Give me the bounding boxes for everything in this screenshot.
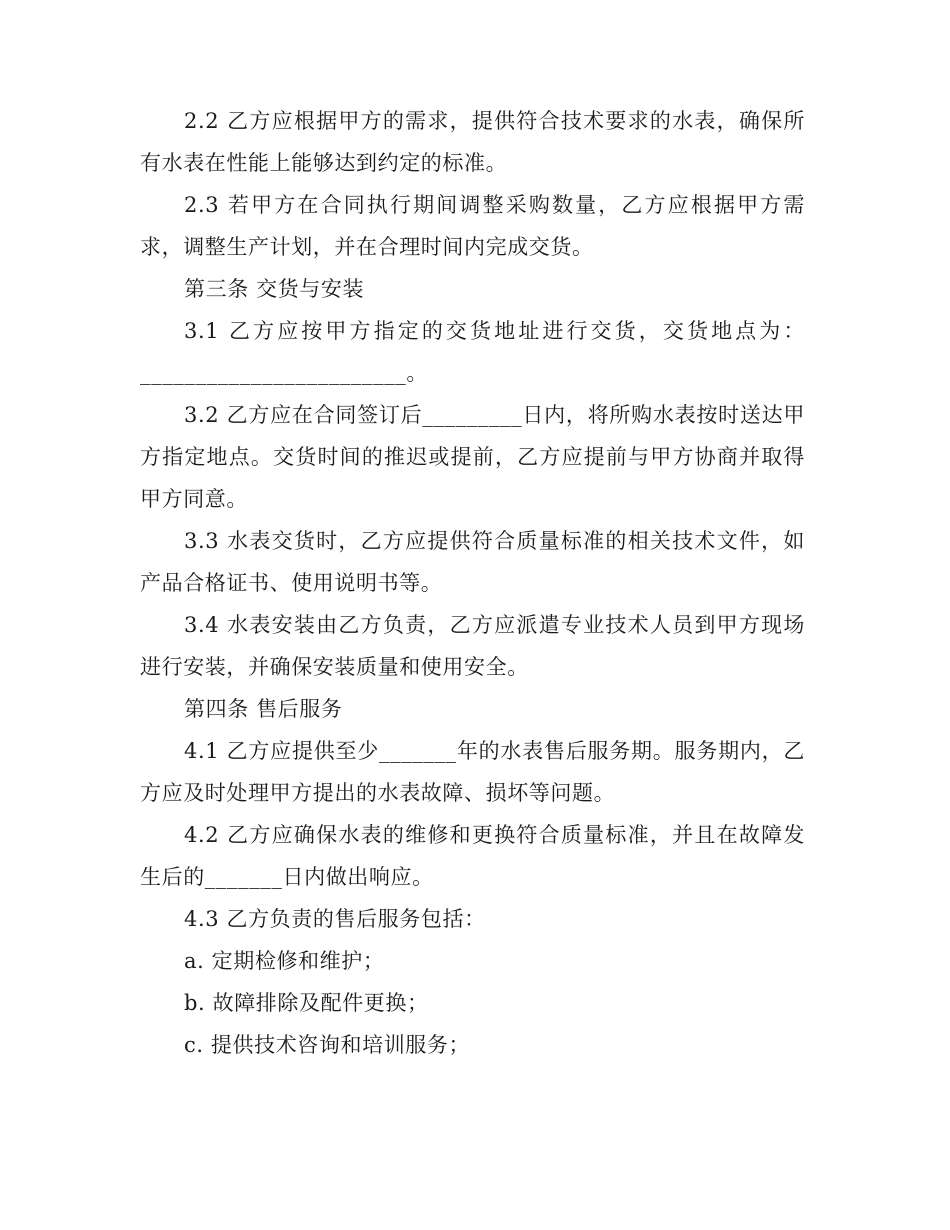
- clause-4-1: 4.1 乙方应提供至少_______年的水表售后服务期。服务期内，乙方应及时处理甲方提出的水表故障、损坏等问题。: [140, 739, 805, 805]
- clause-3-3: 3.3 水表交货时，乙方应提供符合质量标准的相关技术文件，如产品合格证书、使用说明书等。: [140, 529, 805, 595]
- clause-3-1: 3.1 乙方应按甲方指定的交货地址进行交货，交货地点为：________________________。: [140, 319, 805, 385]
- clause-3-2: 3.2 乙方应在合同签订后_________日内，将所购水表按时送达甲方指定地点。交货时间的推迟或提前，乙方应提前与甲方协商并取得甲方同意。: [140, 403, 805, 511]
- list-item-b: b. 故障排除及配件更换；: [184, 991, 429, 1015]
- document-body: [140, 100, 805, 1066]
- clause-4-3: 4.3 乙方负责的售后服务包括：: [184, 907, 486, 931]
- clause-3-4: 3.4 水表安装由乙方负责，乙方应派遣专业技术人员到甲方现场进行安装，并确保安装质量和使用安全。: [140, 613, 805, 679]
- article-4-heading: 第四条 售后服务: [184, 697, 343, 721]
- list-item-a: a. 定期检修和维护；: [184, 949, 385, 973]
- list-item-c: c. 提供技术咨询和培训服务；: [184, 1033, 471, 1057]
- article-3-heading: 第三条 交货与安装: [184, 277, 365, 301]
- clause-2-2: 2.2 乙方应根据甲方的需求，提供符合技术要求的水表，确保所有水表在性能上能够达到约定的标准。: [140, 109, 805, 175]
- clause-2-3: 2.3 若甲方在合同执行期间调整采购数量，乙方应根据甲方需求，调整生产计划，并在合理时间内完成交货。: [140, 193, 805, 259]
- clause-4-2: 4.2 乙方应确保水表的维修和更换符合质量标准，并且在故障发生后的_______日内做出响应。: [140, 823, 805, 889]
